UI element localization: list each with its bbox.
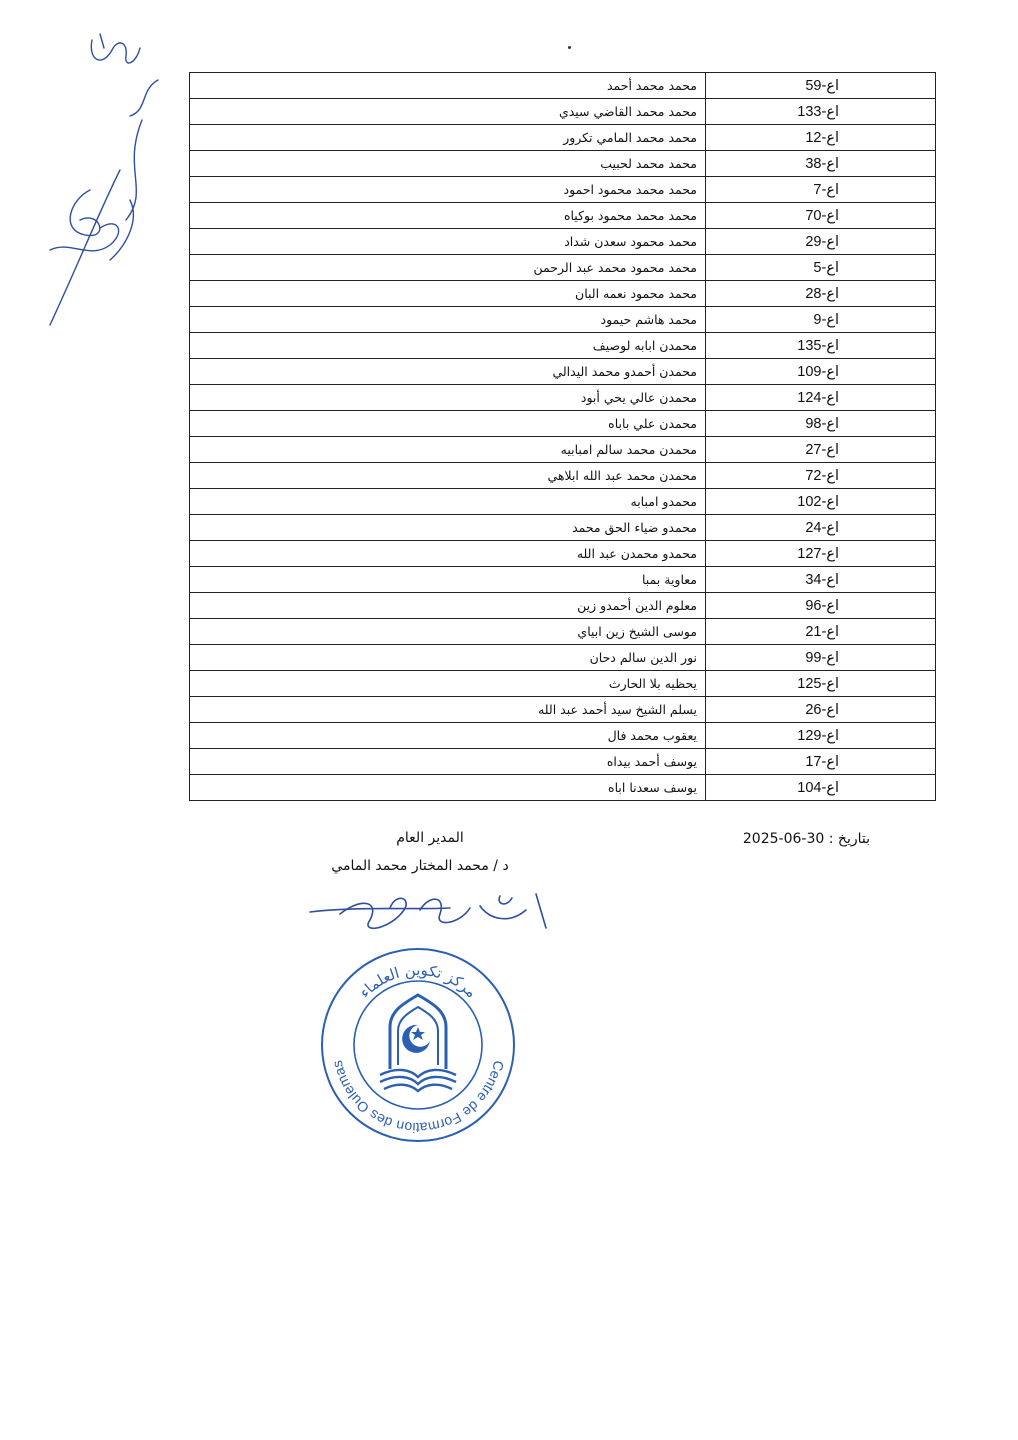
student-code: اع-7 <box>706 177 936 203</box>
margin-signature <box>30 20 200 340</box>
table-row <box>190 229 936 255</box>
student-name: محمد محمود محمد عبد الرحمن <box>190 255 706 281</box>
student-name: يوسف أحمد بيداه <box>190 749 706 775</box>
student-name: محمدن عالي يحي أبود <box>190 385 706 411</box>
date-line: بتاريخ : 30-06-2025 <box>742 831 870 847</box>
students-table <box>189 72 936 801</box>
table-row <box>190 411 936 437</box>
student-code: اع-133 <box>706 99 936 125</box>
table-row <box>190 125 936 151</box>
student-name: معلوم الدين أحمدو زين <box>190 593 706 619</box>
table-row <box>190 307 936 333</box>
student-name: محمد هاشم حيمود <box>190 307 706 333</box>
table-row <box>190 541 936 567</box>
table-row <box>190 671 936 697</box>
table-row <box>190 281 936 307</box>
student-name: محمد محمود سعدن شداد <box>190 229 706 255</box>
table-row <box>190 333 936 359</box>
student-name: يحظيه بلا الحارث <box>190 671 706 697</box>
student-name: يوسف سعدنا اباه <box>190 775 706 801</box>
signatory-title: المدير العام <box>396 830 464 846</box>
student-code: اع-27 <box>706 437 936 463</box>
student-name: محمد محمد أحمد <box>190 73 706 99</box>
table-row <box>190 593 936 619</box>
student-code: اع-24 <box>706 515 936 541</box>
table-row <box>190 567 936 593</box>
table-row <box>190 385 936 411</box>
student-code: اع-12 <box>706 125 936 151</box>
student-code: اع-129 <box>706 723 936 749</box>
student-code: اع-124 <box>706 385 936 411</box>
table-row <box>190 723 936 749</box>
student-name: محمدن محمد سالم امبابيه <box>190 437 706 463</box>
table-row <box>190 697 936 723</box>
stamp-arabic-text: مركز تكوين العلماء <box>355 960 481 1002</box>
student-code: اع-125 <box>706 671 936 697</box>
table-row <box>190 151 936 177</box>
table-row <box>190 73 936 99</box>
student-code: اع-59 <box>706 73 936 99</box>
table-row <box>190 645 936 671</box>
speck <box>568 46 571 49</box>
student-code: اع-102 <box>706 489 936 515</box>
student-code: اع-34 <box>706 567 936 593</box>
table-row <box>190 489 936 515</box>
student-name: محمدو ضياء الحق محمد <box>190 515 706 541</box>
official-stamp <box>318 945 518 1145</box>
student-code: اع-9 <box>706 307 936 333</box>
student-code: اع-38 <box>706 151 936 177</box>
student-name: نور الدين سالم دحان <box>190 645 706 671</box>
student-name: موسى الشيخ زين ابياي <box>190 619 706 645</box>
student-name: معاوية بمبا <box>190 567 706 593</box>
student-name: محمدن أحمدو محمد اليدالي <box>190 359 706 385</box>
student-code: اع-96 <box>706 593 936 619</box>
signatory-name: د / محمد المختار محمد المامي <box>331 858 509 874</box>
student-name: محمد محمد محمود بوكياه <box>190 203 706 229</box>
student-code: اع-135 <box>706 333 936 359</box>
student-name: محمد محمود نعمه البان <box>190 281 706 307</box>
table-row <box>190 775 936 801</box>
student-name: محمدن محمد عبد الله ابلاهي <box>190 463 706 489</box>
student-code: اع-5 <box>706 255 936 281</box>
student-code: اع-99 <box>706 645 936 671</box>
table-row <box>190 203 936 229</box>
stamp-french-text: Centre de Formation des Oulemas <box>328 1058 508 1137</box>
student-code: اع-127 <box>706 541 936 567</box>
student-code: اع-70 <box>706 203 936 229</box>
table-row <box>190 749 936 775</box>
student-name: محمدن علي باباه <box>190 411 706 437</box>
table-row <box>190 463 936 489</box>
student-code: اع-28 <box>706 281 936 307</box>
student-name: محمد محمد لحبيب <box>190 151 706 177</box>
table-row <box>190 437 936 463</box>
student-code: اع-109 <box>706 359 936 385</box>
student-name: محمدن ابابه لوصيف <box>190 333 706 359</box>
student-name: محمد محمد المامي تكرور <box>190 125 706 151</box>
student-code: اع-104 <box>706 775 936 801</box>
student-name: محمدو امبابه <box>190 489 706 515</box>
table-row <box>190 99 936 125</box>
table-row <box>190 515 936 541</box>
table-row <box>190 619 936 645</box>
student-code: اع-29 <box>706 229 936 255</box>
table-row <box>190 359 936 385</box>
student-code: اع-98 <box>706 411 936 437</box>
student-name: يسلم الشيخ سيد أحمد عبد الله <box>190 697 706 723</box>
student-name: محمد محمد محمود احمود <box>190 177 706 203</box>
student-name: محمدو محمدن عبد الله <box>190 541 706 567</box>
student-name: محمد محمد القاضي سيدي <box>190 99 706 125</box>
table-row <box>190 255 936 281</box>
student-code: اع-26 <box>706 697 936 723</box>
table-row <box>190 177 936 203</box>
student-code: اع-17 <box>706 749 936 775</box>
director-signature <box>300 880 570 950</box>
student-code: اع-72 <box>706 463 936 489</box>
student-name: يعقوب محمد فال <box>190 723 706 749</box>
student-code: اع-21 <box>706 619 936 645</box>
